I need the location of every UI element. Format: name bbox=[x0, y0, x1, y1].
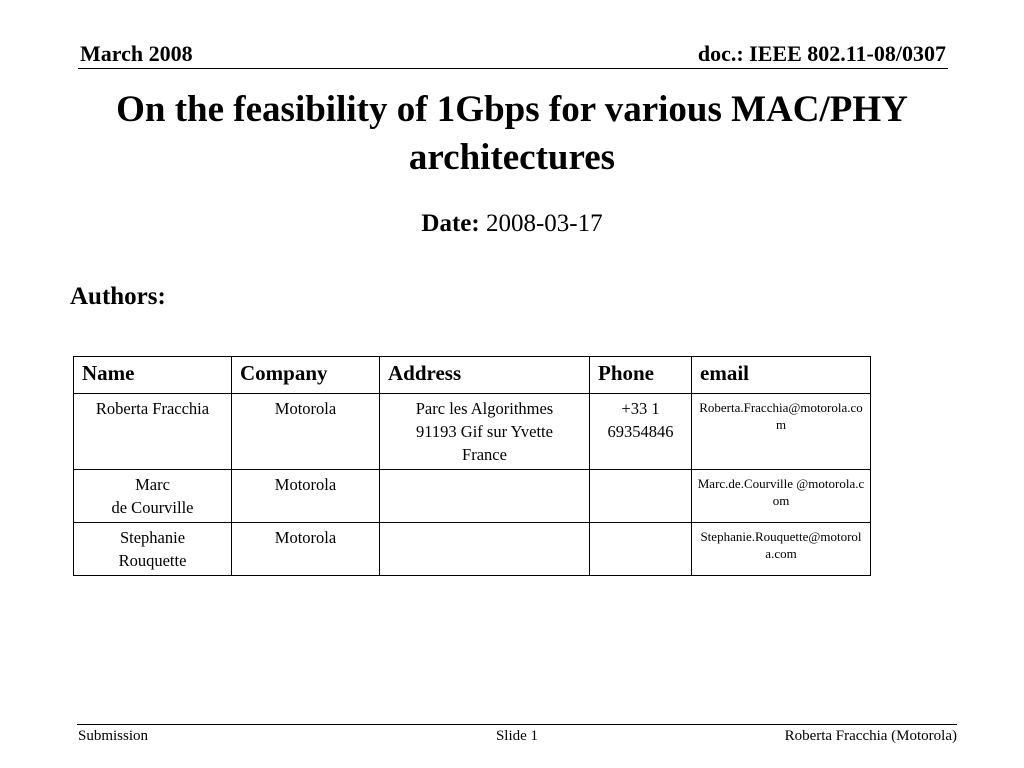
header-divider bbox=[78, 68, 948, 69]
column-header-address: Address bbox=[380, 357, 590, 394]
cell-email: Roberta.Fracchia@motorola.com bbox=[692, 394, 871, 470]
table-row bbox=[74, 470, 871, 523]
table-row bbox=[74, 523, 871, 576]
cell-name bbox=[74, 523, 232, 576]
cell-name bbox=[74, 470, 232, 523]
footer-submission: Submission bbox=[78, 728, 149, 744]
slide-title bbox=[60, 86, 964, 182]
cell-company: Motorola bbox=[232, 523, 380, 576]
footer-slide-number: Slide 1 bbox=[495, 728, 539, 744]
date-line bbox=[0, 210, 1024, 238]
cell-company: Motorola bbox=[232, 470, 380, 523]
cell-line: France bbox=[462, 445, 507, 464]
cell-address bbox=[380, 523, 590, 576]
column-header-email: email bbox=[692, 357, 871, 394]
table-header-row bbox=[74, 357, 871, 394]
cell-phone bbox=[590, 394, 692, 470]
table-row bbox=[74, 394, 871, 470]
cell-line: +33 1 bbox=[621, 399, 660, 418]
cell-address bbox=[380, 470, 590, 523]
column-header-phone: Phone bbox=[590, 357, 692, 394]
cell-line: 69354846 bbox=[607, 422, 674, 441]
header-date: March 2008 bbox=[80, 41, 193, 66]
cell-line: 91193 Gif sur Yvette bbox=[416, 422, 553, 441]
cell-line: de Courville bbox=[111, 498, 194, 517]
cell-line: Parc les Algorithmes bbox=[415, 399, 554, 418]
cell-company: Motorola bbox=[232, 394, 380, 470]
column-header-company: Company bbox=[232, 357, 380, 394]
authors-heading: Authors: bbox=[70, 283, 166, 310]
cell-phone bbox=[590, 523, 692, 576]
cell-line: Roberta Fracchia bbox=[95, 399, 210, 418]
cell-address bbox=[380, 394, 590, 470]
cell-line: Stephanie bbox=[119, 528, 186, 547]
footer-divider bbox=[77, 724, 957, 725]
date-value: 2008-03-17 bbox=[485, 210, 603, 237]
date-label: Date: bbox=[421, 210, 480, 237]
cell-phone bbox=[590, 470, 692, 523]
column-header-name: Name bbox=[74, 357, 232, 394]
cell-name bbox=[74, 394, 232, 470]
title-line-1: On the feasibility of 1Gbps for various MAC/PHY bbox=[116, 89, 908, 130]
cell-line: Marc bbox=[135, 475, 170, 494]
header-doc-id: doc.: IEEE 802.11-08/0307 bbox=[697, 41, 946, 66]
cell-line: Rouquette bbox=[118, 551, 187, 570]
cell-email: Marc.de.Courville @motorola.com bbox=[692, 470, 871, 523]
authors-table bbox=[73, 356, 871, 576]
cell-email: Stephanie.Rouquette@motorola.com bbox=[692, 523, 871, 576]
footer-author: Roberta Fracchia (Motorola) bbox=[784, 728, 957, 744]
title-line-2: architectures bbox=[408, 137, 616, 178]
